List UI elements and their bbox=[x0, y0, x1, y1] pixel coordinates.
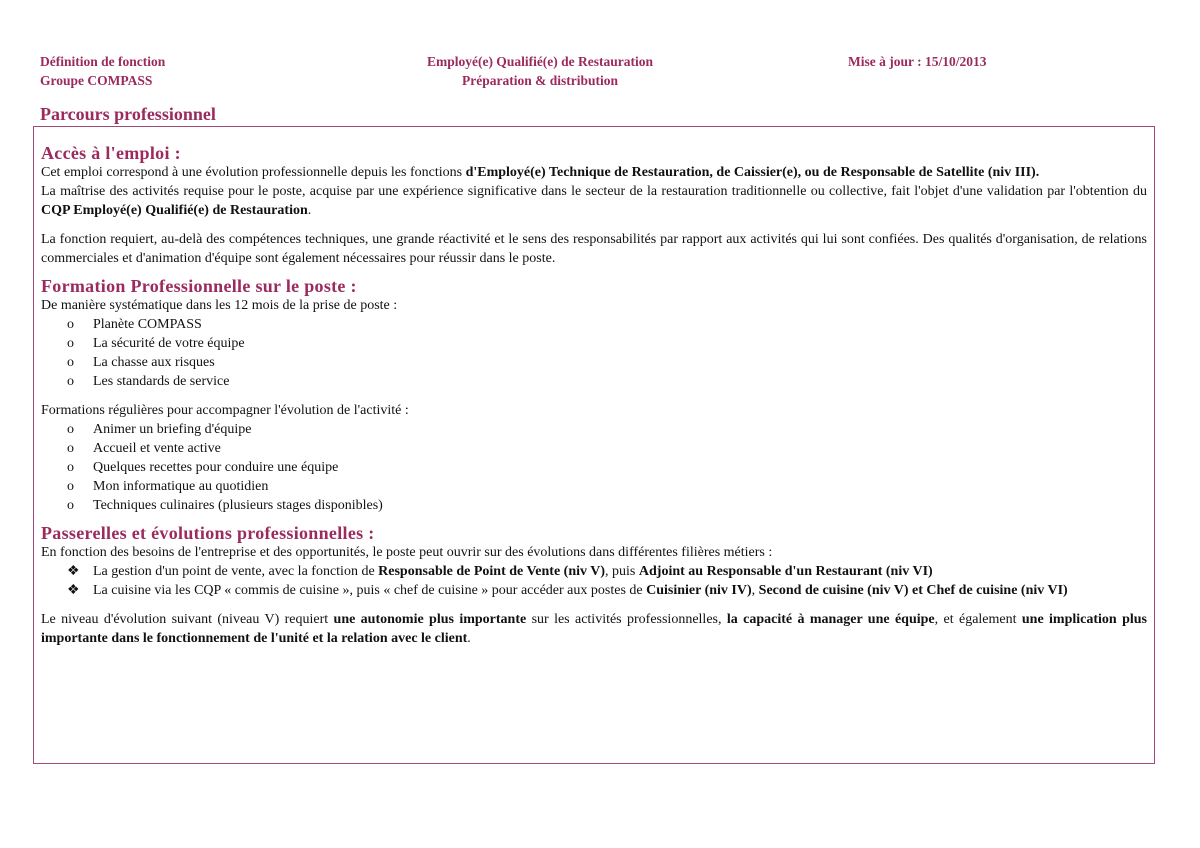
paragraph: Formations régulières pour accompagner l'évolution de l'activité : bbox=[41, 403, 409, 418]
item-text: Les standards de service bbox=[93, 374, 230, 389]
bullet-icon: o bbox=[67, 355, 74, 370]
diamond-bullet-icon: ❖ bbox=[67, 583, 80, 598]
list-item bbox=[41, 315, 1147, 334]
paragraph bbox=[41, 610, 1147, 648]
list-item bbox=[41, 581, 1147, 600]
section-heading: Formation Professionnelle sur le poste : bbox=[41, 276, 357, 296]
text: sur les activités professionnelles, bbox=[526, 612, 727, 627]
list-item bbox=[41, 420, 1147, 439]
job-subtitle: Préparation & distribution bbox=[461, 73, 618, 88]
list-mandatory bbox=[41, 315, 1147, 391]
paragraph bbox=[41, 182, 1147, 220]
bold-text: une autonomie plus importante bbox=[333, 612, 527, 627]
bold-text: la capacité à manager une équipe bbox=[726, 612, 935, 627]
text: La cuisine via les CQP « commis de cuisine », puis « chef de cuisine » pour accéder aux postes de bbox=[93, 583, 647, 598]
list-item bbox=[41, 496, 1147, 515]
bullet-icon: o bbox=[67, 441, 74, 456]
bold-text: Cuisinier (niv IV) bbox=[646, 583, 752, 598]
item-text: Accueil et vente active bbox=[93, 441, 221, 456]
bold-text: Responsable de Point de Vente (niv V) bbox=[378, 564, 606, 579]
list-evolutions bbox=[41, 562, 1147, 600]
list-item bbox=[41, 353, 1147, 372]
item-text: La sécurité de votre équipe bbox=[93, 336, 245, 351]
section-heading: Accès à l'emploi : bbox=[41, 143, 181, 163]
bullet-icon: o bbox=[67, 374, 74, 389]
update-date: Mise à jour : 15/10/2013 bbox=[848, 54, 987, 69]
bold-text: CQP Employé(e) Qualifié(e) de Restauration bbox=[41, 203, 308, 218]
list-item bbox=[41, 562, 1147, 581]
content-box bbox=[33, 126, 1155, 764]
section-acces bbox=[41, 143, 1147, 268]
bold-text: Adjoint au Responsable d'un Restaurant (niv VI) bbox=[638, 564, 933, 579]
item-text: Mon informatique au quotidien bbox=[93, 479, 269, 494]
bullet-icon: o bbox=[67, 479, 74, 494]
bullet-icon: o bbox=[67, 422, 74, 437]
item-text: Quelques recettes pour conduire une équipe bbox=[93, 460, 339, 475]
job-title: Employé(e) Qualifié(e) de Restauration bbox=[426, 54, 654, 69]
item-text: La chasse aux risques bbox=[93, 355, 215, 370]
bullet-icon: o bbox=[67, 336, 74, 351]
item-text: Animer un briefing d'équipe bbox=[93, 422, 252, 437]
bullet-icon: o bbox=[67, 460, 74, 475]
text: Cet emploi correspond à une évolution professionnelle depuis les fonctions bbox=[41, 165, 466, 180]
company: Groupe COMPASS bbox=[40, 73, 153, 88]
paragraph: La fonction requiert, au-delà des compétences techniques, une grande réactivité et le sens des responsabilités par rapport aux activités qui lui sont confiées. Des qualités d'organisation, de relations commerciales et d'animation d'équipe sont également nécessaires pour réussir dans le poste. bbox=[41, 232, 1147, 266]
section-formation bbox=[41, 276, 1147, 515]
text: , bbox=[751, 583, 759, 598]
section-passerelles bbox=[41, 523, 1147, 648]
doc-type: Définition de fonction bbox=[40, 54, 166, 69]
diamond-bullet-icon: ❖ bbox=[67, 564, 80, 579]
item-text: Planète COMPASS bbox=[93, 317, 202, 332]
list-item bbox=[41, 334, 1147, 353]
text: . bbox=[307, 203, 312, 218]
bullet-icon: o bbox=[67, 498, 74, 513]
text: , puis bbox=[605, 564, 639, 579]
text: La maîtrise des activités requise pour le poste, acquise par une expérience significative dans le secteur de la restauration traditionnelle ou collective, fait l'objet d'une validation par l'obtention du bbox=[41, 184, 1147, 199]
section-heading: Passerelles et évolutions professionnelles : bbox=[41, 523, 375, 543]
list-item bbox=[41, 477, 1147, 496]
bullet-icon: o bbox=[67, 317, 74, 332]
list-item bbox=[41, 458, 1147, 477]
bold-text: d'Employé(e) Technique de Restauration, de Caissier(e), ou de Responsable de Satellite (niv III). bbox=[465, 165, 1040, 180]
paragraph: De manière systématique dans les 12 mois de la prise de poste : bbox=[41, 298, 398, 313]
bold-text: Second de cuisine (niv V) et Chef de cuisine (niv VI) bbox=[758, 583, 1068, 598]
text: . bbox=[467, 631, 471, 646]
paragraph: En fonction des besoins de l'entreprise et des opportunités, le poste peut ouvrir sur des évolutions dans différentes filières métiers : bbox=[41, 545, 773, 560]
list-item bbox=[41, 439, 1147, 458]
page-title: Parcours professionnel bbox=[40, 104, 216, 124]
paragraph bbox=[41, 163, 1147, 182]
text: Le niveau d'évolution suivant (niveau V) requiert bbox=[41, 612, 334, 627]
text: La gestion d'un point de vente, avec la fonction de bbox=[93, 564, 379, 579]
list-item bbox=[41, 372, 1147, 391]
header-center bbox=[340, 52, 740, 90]
bold-text: une implication plus importante dans le fonctionnement de l'unité et la relation avec le client bbox=[41, 612, 1147, 646]
item-text: Techniques culinaires (plusieurs stages disponibles) bbox=[93, 498, 383, 513]
list-regular bbox=[41, 420, 1147, 515]
header-left bbox=[40, 52, 165, 90]
text: , et également bbox=[934, 612, 1022, 627]
